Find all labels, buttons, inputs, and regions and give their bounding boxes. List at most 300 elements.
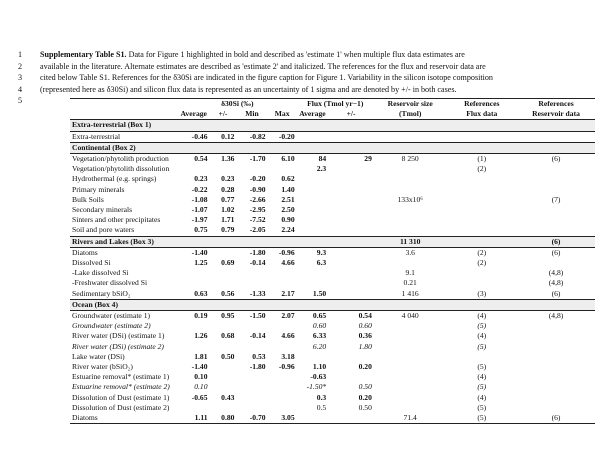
row-label: River water (DSi) (estimate 1) (72, 331, 165, 341)
isotope-min: -1.80 (249, 247, 266, 257)
ref-flux: (4) (477, 311, 487, 321)
ref-flux (447, 278, 518, 288)
isotope-min: -2.95 (249, 205, 266, 215)
ref-flux (447, 268, 518, 278)
section-ref-flux (447, 236, 518, 247)
isotope-uncertainty: 1.02 (221, 205, 235, 215)
table-row (70, 225, 595, 236)
ref-flux-sub: Flux data (466, 109, 498, 119)
isotope-max: -0.20 (278, 131, 295, 141)
row-label: -Freshwater dissolved Si (72, 278, 148, 288)
isotope-uncertainty: 0.79 (221, 225, 235, 235)
isotope-max: 2.07 (281, 311, 295, 321)
flux-uncertainty (328, 164, 374, 174)
section-reservoir: 11 310 (374, 236, 447, 247)
isotope-uncertainty (210, 268, 237, 278)
isotope-uncertainty: 0.43 (221, 392, 235, 402)
isotope-uncertainty (210, 278, 237, 288)
ref-reservoir (517, 342, 595, 352)
flux-uncertainty (328, 247, 374, 258)
row-label: Diatoms (72, 247, 98, 257)
row-label: Diatoms (70, 413, 178, 424)
ref-reservoir (517, 393, 595, 403)
table-row (70, 131, 595, 142)
isotope-uncertainty: 0.95 (221, 311, 235, 321)
isotope-max (268, 372, 297, 382)
flux-uncertainty (328, 258, 374, 268)
line-number: 2 (18, 61, 23, 71)
table-row (70, 258, 595, 268)
flux-uncertainty (328, 225, 374, 236)
ref-flux (447, 205, 518, 215)
isotope-uncertainty (210, 362, 237, 372)
reservoir-size (374, 352, 447, 362)
ref-flux: (5) (477, 382, 487, 392)
flux-uncertainty: 0.50 (358, 402, 372, 412)
isotope-max: -0.96 (278, 362, 295, 372)
row-label: Groundwater (estimate 1) (72, 311, 151, 321)
isotope-average (178, 278, 210, 288)
ref-reservoir: (4,8) (548, 311, 564, 321)
ref-reservoir: (4,8) (548, 278, 564, 288)
isotope-min: -2.66 (249, 194, 266, 204)
row-label: Estuarine removal* (estimate 1) (72, 372, 170, 382)
isotope-min (236, 372, 267, 382)
isotope-max: 0.62 (281, 174, 295, 184)
ref-flux: (5) (447, 413, 518, 424)
row-label: Dissolved Si (72, 258, 111, 268)
reservoir-size: 71.4 (374, 413, 447, 424)
flux-average (297, 174, 329, 184)
row-label: Sinters and other precipitates (72, 215, 161, 225)
flux-average (297, 413, 329, 424)
row-label: Vegetation/phytolith dissolution (72, 164, 170, 174)
isotope-max (268, 403, 297, 413)
flux-uncertainty (328, 215, 374, 225)
isotope-min: -0.14 (249, 331, 266, 341)
isotope-min (236, 382, 267, 392)
table-row (70, 382, 595, 392)
reservoir-size (374, 331, 447, 341)
isotope-uncertainty: 0.68 (221, 331, 235, 341)
flux-average (297, 205, 329, 215)
pm-header: +/- (218, 109, 228, 119)
row-label: Secondary minerals (72, 205, 133, 215)
ref-reservoir: (7) (551, 194, 561, 204)
isotope-average: 0.10 (194, 372, 208, 382)
reservoir-header: Reservoir size (374, 99, 447, 110)
flux-average (297, 352, 329, 362)
flux-uncertainty (328, 174, 374, 184)
isotope-min (236, 268, 267, 278)
section-header-row (70, 120, 595, 131)
flux-average (297, 268, 329, 278)
reservoir-size: 0.21 (403, 278, 417, 288)
row-label: Dissolution of Dust (estimate 1) (72, 392, 170, 402)
caption-line (18, 72, 588, 84)
isotope-average: 1.26 (194, 331, 208, 341)
flux-uncertainty (328, 185, 374, 195)
isotope-average: 1.81 (194, 351, 208, 361)
isotope-uncertainty: 0.23 (221, 174, 235, 184)
ref-flux (447, 131, 518, 142)
isotope-average: -0.22 (191, 184, 208, 194)
section-ref-res (517, 120, 595, 131)
isotope-uncertainty: 0.12 (221, 131, 235, 141)
isotope-uncertainty (210, 247, 237, 258)
caption-line (18, 49, 588, 61)
section-title: Extra-terrestrial (Box 1) (70, 120, 374, 131)
ref-flux (447, 225, 518, 236)
caption-title: Supplementary Table S1. (40, 50, 127, 59)
isotope-average: -1.07 (191, 205, 208, 215)
caption-text: (represented here as δ30Si) and silicon flux data is represented as an uncertainty of 1 sigma and are denoted by +/- in both cases. (40, 84, 457, 94)
isotope-average: 1.25 (194, 258, 208, 268)
table-row (70, 289, 595, 300)
isotope-average (178, 321, 210, 331)
ref-reservoir: (6) (551, 247, 561, 257)
isotope-max: -0.96 (278, 247, 295, 257)
flux-average (297, 185, 329, 195)
isotope-average: -1.40 (191, 362, 208, 372)
flux-average: 0.65 (312, 311, 327, 321)
flux-average (297, 215, 329, 225)
row-label: Sedimentary bSiO₂ (72, 288, 131, 298)
caption-text: available in the literature. Alternate estimates are described as 'estimate 2' and italicized. The references for the flux and reservoir data are (40, 61, 486, 71)
flux-average (297, 195, 329, 205)
isotope-min (236, 278, 267, 288)
table-row (70, 311, 595, 322)
ref-flux: (2) (477, 258, 487, 268)
caption-text: cited below Table S1. References for the δ30Si are indicated in the figure caption for Figure 1. Variability in the silicon isotope composition (40, 73, 493, 83)
flux-average: 6.3 (316, 258, 327, 268)
reservoir-size (374, 372, 447, 382)
isotope-average: -1.40 (191, 247, 208, 257)
flux-uncertainty (328, 195, 374, 205)
ref-reservoir (517, 382, 595, 392)
ref-reservoir: (4,8) (548, 268, 564, 278)
isotope-average (178, 164, 210, 174)
flux-uncertainty: 0.20 (358, 362, 372, 372)
table-row (70, 215, 595, 225)
reservoir-size (374, 164, 447, 174)
ref-reservoir: (6) (551, 288, 561, 298)
ref-reservoir (517, 164, 595, 174)
table-row (70, 278, 595, 288)
isotope-average: 0.75 (194, 225, 208, 235)
flux-average (297, 131, 329, 142)
flux-uncertainty (328, 413, 374, 424)
table-row (70, 185, 595, 195)
ref-res-header: References (517, 99, 595, 110)
isotope-min: -1.70 (249, 154, 266, 164)
reservoir-unit: (Tmol) (399, 109, 422, 119)
reservoir-size (374, 382, 447, 392)
isotope-uncertainty: 0.69 (221, 258, 235, 268)
isotope-max (268, 268, 297, 278)
reservoir-size: 4 040 (401, 311, 419, 321)
isotope-max: 2.17 (281, 288, 295, 298)
ref-flux (447, 195, 518, 205)
isotope-max: 3.05 (268, 413, 297, 424)
isotope-average: -1.08 (191, 194, 208, 204)
isotope-min: -1.33 (249, 288, 266, 298)
flux-pm-header: +/- (346, 109, 356, 119)
isotope-min (236, 342, 267, 352)
ref-reservoir (517, 258, 595, 268)
isotope-min: -1.80 (249, 362, 266, 372)
section-ref-res: (6) (517, 236, 595, 247)
table-row (70, 247, 595, 258)
line-number: 4 (18, 84, 23, 94)
isotope-max (268, 382, 297, 392)
isotope-average (178, 268, 210, 278)
caption-line-text (40, 61, 486, 73)
isotope-uncertainty: 0.50 (221, 351, 235, 361)
ref-reservoir (517, 174, 595, 184)
isotope-min: -7.52 (249, 215, 266, 225)
isotope-max: 4.66 (281, 258, 295, 268)
reservoir-size (374, 342, 447, 352)
ref-flux (447, 215, 518, 225)
section-header-row (70, 299, 595, 310)
section-title: Continental (Box 2) (70, 142, 374, 153)
isotope-header: δ30Si (‰) (178, 99, 297, 110)
flux-average: 2.3 (316, 164, 327, 174)
isotope-min: -2.05 (249, 225, 266, 235)
caption-line-text (40, 49, 465, 61)
ref-reservoir (517, 403, 595, 413)
ref-reservoir (517, 185, 595, 195)
ref-reservoir: (6) (517, 413, 595, 424)
ref-reservoir (517, 205, 595, 215)
isotope-uncertainty: 0.77 (221, 194, 235, 204)
flux-uncertainty (328, 372, 374, 382)
isotope-uncertainty: 0.80 (210, 413, 237, 424)
flux-average: 1.10 (312, 362, 327, 372)
isotope-average: 1.11 (178, 413, 210, 424)
isotope-average: -0.46 (191, 131, 208, 141)
row-label: Bulk Soils (72, 194, 104, 204)
flux-uncertainty: 0.50 (358, 382, 372, 392)
line-number: 3 (18, 73, 23, 83)
flux-average: 9.3 (316, 247, 327, 257)
isotope-average (178, 342, 210, 352)
isotope-average: 0.54 (194, 154, 208, 164)
flux-uncertainty (328, 289, 374, 300)
table-row (70, 195, 595, 205)
ref-flux: (5) (477, 402, 487, 412)
ref-flux (447, 352, 518, 362)
isotope-min: 0.53 (252, 351, 266, 361)
flux-average (297, 278, 329, 288)
table-row (70, 342, 595, 352)
section-ref-flux (447, 120, 518, 131)
reservoir-size (374, 362, 447, 372)
isotope-max: 4.66 (281, 331, 295, 341)
reservoir-size: 8 250 (401, 154, 419, 164)
ref-reservoir (517, 225, 595, 236)
caption-line (18, 84, 588, 96)
row-label: Hydrothermal (e.g. springs) (72, 174, 157, 184)
table-row (70, 372, 595, 382)
isotope-min (236, 393, 267, 403)
ref-flux: (2) (477, 247, 487, 257)
flux-avg-header: Average (299, 109, 326, 119)
ref-reservoir: (6) (551, 154, 561, 164)
reservoir-size (374, 258, 447, 268)
ref-reservoir (517, 362, 595, 372)
reservoir-size (374, 225, 447, 236)
isotope-max (268, 164, 297, 174)
flux-average: 1.50 (312, 288, 327, 298)
row-label: Primary minerals (72, 184, 125, 194)
ref-flux: (1) (477, 154, 487, 164)
ref-reservoir (517, 331, 595, 341)
flux-average: -0.63 (310, 372, 327, 382)
data-table (70, 98, 595, 424)
isotope-average (178, 403, 210, 413)
isotope-max: 2.24 (281, 225, 295, 235)
ref-flux (447, 185, 518, 195)
isotope-uncertainty: 0.56 (221, 288, 235, 298)
isotope-max: 0.90 (281, 215, 295, 225)
table-row (70, 268, 595, 278)
section-header-row (70, 236, 595, 247)
row-label: Soil and pore waters (72, 225, 135, 235)
row-label: Dissolution of Dust (estimate 2) (72, 402, 170, 412)
table-row (70, 403, 595, 413)
row-label: Vegetation/phytolith production (72, 154, 169, 164)
ref-reservoir (517, 131, 595, 142)
ref-flux: (2) (477, 164, 487, 174)
line-number: 5 (18, 96, 23, 106)
isotope-uncertainty: 0.28 (221, 184, 235, 194)
isotope-uncertainty (210, 382, 237, 392)
table-row (70, 362, 595, 372)
row-label: Estuarine removal* (estimate 2) (72, 382, 170, 392)
line-number: 1 (18, 50, 23, 59)
flux-uncertainty: 0.20 (358, 392, 372, 402)
ref-reservoir (517, 372, 595, 382)
ref-flux: (5) (477, 321, 487, 331)
section-title: Rivers and Lakes (Box 3) (70, 236, 374, 247)
avg-header: Average (180, 109, 207, 119)
section-ref-res (517, 299, 595, 310)
flux-average: 0.5 (316, 402, 327, 412)
table-row (70, 174, 595, 184)
flux-average: 6.33 (312, 331, 327, 341)
caption-line-text (40, 72, 493, 84)
reservoir-size (374, 321, 447, 331)
isotope-max: 2.51 (281, 194, 295, 204)
row-label: River water (bSiO₂) (72, 362, 133, 372)
isotope-uncertainty (210, 342, 237, 352)
flux-average: 0.3 (316, 392, 327, 402)
caption-text: Data for Figure 1 highlighted in bold and described as 'estimate 1' when multiple flux data estimates are (126, 50, 465, 59)
isotope-min (236, 403, 267, 413)
isotope-max (268, 321, 297, 331)
flux-average: 0.60 (312, 321, 327, 331)
reservoir-size (374, 131, 447, 142)
flux-uncertainty (328, 131, 374, 142)
isotope-average: 0.63 (194, 288, 208, 298)
caption-line (18, 61, 588, 73)
reservoir-size: 3.6 (405, 247, 415, 257)
flux-uncertainty: 0.54 (358, 311, 372, 321)
isotope-min: -1.50 (249, 311, 266, 321)
table-row (70, 393, 595, 403)
reservoir-size (374, 174, 447, 184)
ref-flux: (4) (477, 331, 487, 341)
row-label: Groundwater (estimate 2) (72, 321, 151, 331)
max-header: Max (274, 109, 290, 119)
ref-flux: (4) (477, 372, 487, 382)
isotope-average: -1.97 (191, 215, 208, 225)
flux-average: 84 (318, 154, 327, 164)
isotope-uncertainty (210, 372, 237, 382)
table-row (70, 352, 595, 362)
isotope-uncertainty: 1.36 (221, 154, 235, 164)
isotope-average: -0.65 (191, 392, 208, 402)
min-header: Min (245, 109, 259, 119)
flux-uncertainty: 29 (364, 154, 372, 164)
row-label: -Lake dissolved Si (72, 268, 129, 278)
section-ref-flux (447, 142, 518, 153)
reservoir-size: 9.1 (405, 268, 415, 278)
ref-flux: (5) (477, 341, 487, 351)
isotope-max (268, 342, 297, 352)
reservoir-size (374, 403, 447, 413)
flux-uncertainty (328, 278, 374, 288)
ref-flux: (4) (477, 392, 487, 402)
reservoir-size (374, 215, 447, 225)
flux-uncertainty: 0.36 (358, 331, 372, 341)
flux-average (297, 225, 329, 236)
flux-uncertainty: 1.80 (358, 341, 372, 351)
row-label: Extra-terrestrial (72, 131, 121, 141)
ref-reservoir (517, 215, 595, 225)
flux-uncertainty (328, 268, 374, 278)
isotope-min (236, 321, 267, 331)
isotope-min: -0.70 (236, 413, 267, 424)
reservoir-size: 1 416 (401, 288, 419, 298)
flux-uncertainty: 0.60 (358, 321, 372, 331)
table-row (70, 164, 595, 174)
isotope-average: 0.23 (194, 174, 208, 184)
section-ref-res (517, 142, 595, 153)
isotope-min: -0.20 (249, 174, 266, 184)
isotope-uncertainty (210, 403, 237, 413)
isotope-average: 0.19 (194, 311, 208, 321)
ref-flux: (3) (477, 288, 487, 298)
isotope-max: 3.18 (281, 351, 295, 361)
ref-reservoir (517, 321, 595, 331)
ref-res-sub: Reservoir data (532, 109, 580, 119)
isotope-min: -0.14 (249, 258, 266, 268)
section-title: Ocean (Box 4) (70, 299, 374, 310)
isotope-max (268, 278, 297, 288)
flux-uncertainty (328, 205, 374, 215)
row-label: River water (DSi) (estimate 2) (72, 341, 164, 351)
isotope-average: 0.10 (194, 382, 208, 392)
isotope-uncertainty: 1.71 (221, 215, 235, 225)
table-row (70, 413, 595, 424)
flux-average: 6.20 (312, 341, 327, 351)
ref-flux: (5) (477, 362, 487, 372)
ref-flux (447, 174, 518, 184)
row-label: Lake water (DSi) (72, 351, 125, 361)
